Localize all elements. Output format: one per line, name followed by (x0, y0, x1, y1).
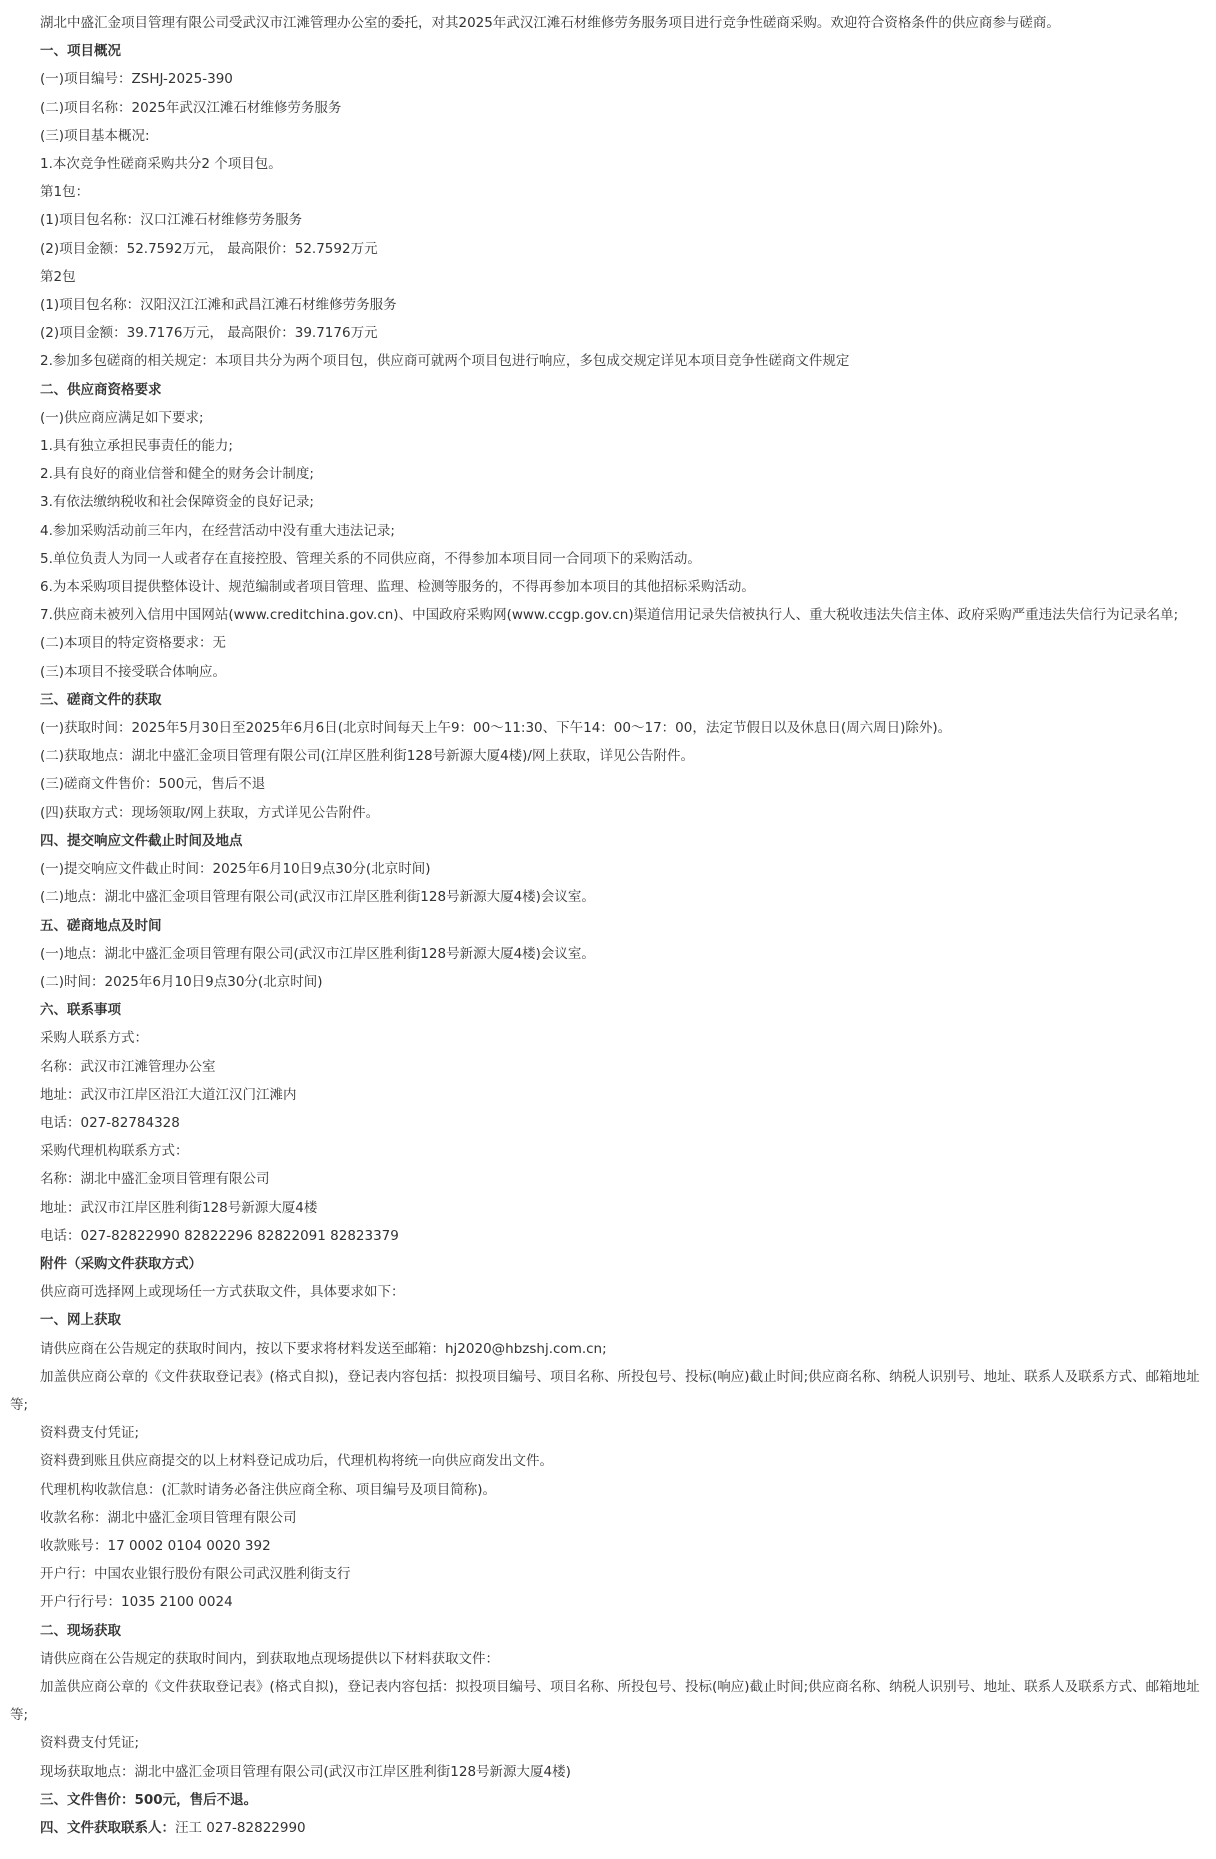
paragraph: (二)本项目的特定资格要求：无 (40, 635, 227, 652)
paragraph: (二)地点：湖北中盛汇金项目管理有限公司(武汉市江岸区胜利街128号新源大厦4楼)会议室。 (40, 889, 595, 906)
paragraph: 湖北中盛汇金项目管理有限公司受武汉市江滩管理办公室的委托，对其2025年武汉江滩石材维修劳务服务项目进行竞争性磋商采购。欢迎符合资格条件的供应商参与磋商。 (40, 15, 1060, 31)
paragraph: 资料费支付凭证; (40, 1425, 140, 1442)
paragraph: 请供应商在公告规定的获取时间内，到获取地点现场提供以下材料获取文件： (40, 1650, 499, 1667)
paragraph: (1)项目包名称：汉阳汉江江滩和武昌江滩石材维修劳务服务 (40, 297, 397, 314)
paragraph: (二)时间：2025年6月10日9点30分(北京时间) (40, 973, 323, 990)
section-heading: 四、提交响应文件截止时间及地点 (40, 832, 243, 849)
paragraph: 电话：027-82822990 82822296 82822091 82823379 (40, 1227, 399, 1244)
paragraph: 采购代理机构联系方式： (40, 1143, 189, 1160)
paragraph: (一)提交响应文件截止时间：2025年6月10日9点30分(北京时间) (40, 861, 431, 878)
paragraph: 加盖供应商公章的《文件获取登记表》(格式自拟)，登记表内容包括：拟投项目编号、项目名称、所投包号、投标(响应)截止时间;供应商名称、纳税人识别号、地址、联系人及联系方式、邮箱地址等; (10, 1368, 1200, 1413)
section-heading: 二、现场获取 (40, 1622, 121, 1639)
paragraph: 请供应商在公告规定的获取时间内，按以下要求将材料发送至邮箱：hj2020@hbzshj.com.cn; (40, 1340, 607, 1357)
paragraph: 开户行行号：1035 2100 0024 (40, 1594, 233, 1611)
paragraph: 资料费支付凭证; (40, 1735, 140, 1752)
paragraph: 资料费到账且供应商提交的以上材料登记成功后，代理机构将统一向供应商发出文件。 (40, 1453, 553, 1470)
paragraph: (三)磋商文件售价：500元，售后不退 (40, 776, 266, 793)
paragraph: 现场获取地点：湖北中盛汇金项目管理有限公司(武汉市江岸区胜利街128号新源大厦4楼) (40, 1763, 571, 1780)
paragraph: 地址：武汉市江岸区胜利街128号新源大厦4楼 (40, 1199, 318, 1216)
paragraph: 1.本次竞争性磋商采购共分2 个项目包。 (40, 156, 282, 173)
paragraph: 地址：武汉市江岸区沿江大道江汉门江滩内 (40, 1086, 297, 1103)
paragraph: 4.参加采购活动前三年内，在经营活动中没有重大违法记录; (40, 522, 395, 539)
section-heading: 一、项目概况 (40, 43, 121, 60)
paragraph: 收款账号：17 0002 0104 0020 392 (40, 1537, 271, 1554)
section-heading: 五、磋商地点及时间 (40, 917, 162, 934)
paragraph: 5.单位负责人为同一人或者存在直接控股、管理关系的不同供应商，不得参加本项目同一合同项下的采购活动。 (40, 550, 701, 567)
paragraph: 6.为本采购项目提供整体设计、规范编制或者项目管理、监理、检测等服务的，不得再参加本项目的其他招标采购活动。 (40, 579, 755, 596)
section-heading: 二、供应商资格要求 (40, 381, 162, 398)
paragraph: (一)供应商应满足如下要求; (40, 409, 204, 426)
paragraph: 供应商可选择网上或现场任一方式获取文件，具体要求如下： (40, 1284, 405, 1301)
paragraph: (1)项目包名称：汉口江滩石材维修劳务服务 (40, 212, 303, 229)
paragraph: 代理机构收款信息：(汇款时请务必备注供应商全称、项目编号及项目简称)。 (40, 1481, 497, 1498)
section-heading (10, 1814, 1206, 1842)
section-heading: 六、联系事项 (40, 1002, 121, 1019)
paragraph: 名称：武汉市江滩管理办公室 (40, 1058, 216, 1075)
paragraph: 第2包 (40, 268, 76, 285)
section-heading: 一、网上获取 (40, 1312, 121, 1329)
paragraph: 2.具有良好的商业信誉和健全的财务会计制度; (40, 466, 314, 483)
paragraph: 名称：湖北中盛汇金项目管理有限公司 (40, 1171, 270, 1188)
paragraph: (一)获取时间：2025年5月30日至2025年6月6日(北京时间每天上午9：00～11:30、下午14：00～17：00，法定节假日以及休息日(周六周日)除外)。 (40, 720, 952, 737)
paragraph: 3.有依法缴纳税收和社会保障资金的良好记录; (40, 494, 314, 511)
paragraph: (二)获取地点：湖北中盛汇金项目管理有限公司(江岸区胜利街128号新源大厦4楼)/网上获取，详见公告附件。 (40, 748, 694, 765)
paragraph: (三)项目基本概况: (40, 127, 150, 144)
paragraph: (三)本项目不接受联合体响应。 (40, 663, 227, 680)
heading-value: 汪工 027-82822990 (175, 1820, 306, 1836)
paragraph: 采购人联系方式： (40, 1030, 148, 1047)
paragraph: (2)项目金额：39.7176万元， 最高限价：39.7176万元 (40, 325, 378, 342)
paragraph: 加盖供应商公章的《文件获取登记表》(格式自拟)，登记表内容包括：拟投项目编号、项目名称、所投包号、投标(响应)截止时间;供应商名称、纳税人识别号、地址、联系人及联系方式、邮箱地址等; (10, 1678, 1200, 1724)
paragraph: (一)地点：湖北中盛汇金项目管理有限公司(武汉市江岸区胜利街128号新源大厦4楼)会议室。 (40, 945, 595, 962)
paragraph: (一)项目编号：ZSHJ-2025-390 (40, 71, 233, 88)
paragraph: (四)获取方式：现场领取/网上获取，方式详见公告附件。 (40, 804, 380, 821)
section-heading: 三、文件售价：500元，售后不退。 (40, 1791, 258, 1808)
section-heading: 附件（采购文件获取方式） (40, 1255, 202, 1272)
paragraph: (二)项目名称：2025年武汉江滩石材维修劳务服务 (40, 99, 342, 116)
paragraph: 电话：027-82784328 (40, 1114, 180, 1131)
section-heading: 三、磋商文件的获取 (40, 691, 162, 708)
paragraph: 2.参加多包磋商的相关规定：本项目共分为两个项目包，供应商可就两个项目包进行响应，多包成交规定详见本项目竞争性磋商文件规定 (40, 353, 850, 370)
paragraph: 1.具有独立承担民事责任的能力; (40, 438, 233, 455)
paragraph: 7.供应商未被列入信用中国网站(www.creditchina.gov.cn)、中国政府采购网(www.ccgp.gov.cn)渠道信用记录失信被执行人、重大税收违法失信主体、政府采购严重违法失信行为记录名单; (40, 607, 1179, 624)
paragraph: 收款名称：湖北中盛汇金项目管理有限公司 (40, 1509, 297, 1526)
paragraph: (2)项目金额：52.7592万元， 最高限价：52.7592万元 (40, 240, 378, 257)
paragraph: 开户行：中国农业银行股份有限公司武汉胜利街支行 (40, 1566, 351, 1583)
heading-label: 四、文件获取联系人： (40, 1820, 175, 1836)
paragraph: 第1包： (40, 184, 90, 201)
